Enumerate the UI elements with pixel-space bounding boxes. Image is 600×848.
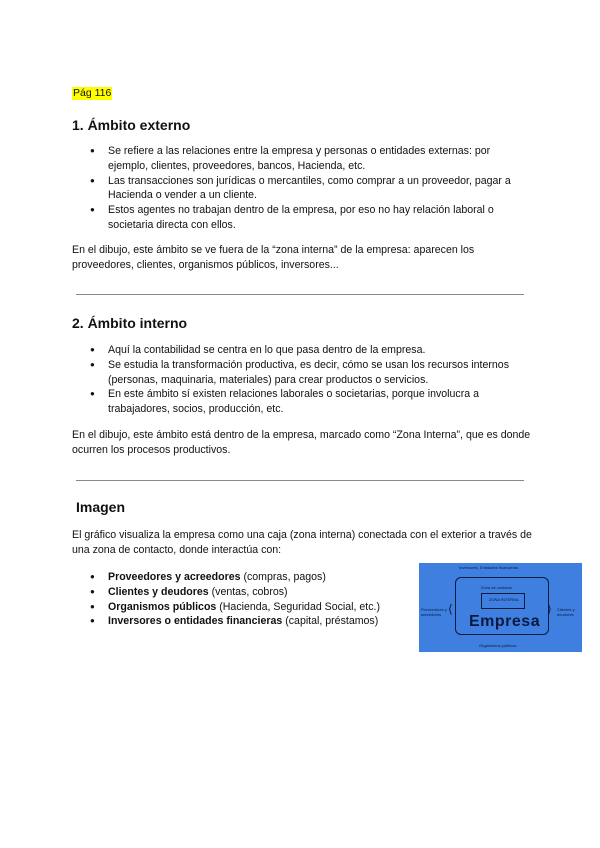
figure-company-label: Empresa [469,613,541,630]
section3-item-4 [72,614,417,629]
item-bold: Proveedores y acreedores [108,571,241,583]
right-arrow-icon: ⟩ [547,602,552,616]
divider-2 [76,480,524,481]
section2-list [72,343,527,417]
item-rest: (capital, préstamos) [282,615,379,628]
divider-1 [76,294,524,295]
left-arrow-icon: ⟨ [448,602,453,616]
figure-left-label: Proveedores y acreedores [421,607,447,617]
figure-bottom-label: Organismos públicos [479,643,517,648]
item-bold: Clientes y deudores [108,585,209,598]
figure-right-label: Clientes y deudores [557,607,575,617]
section3-heading: Imagen [76,499,126,515]
section3-intro: El gráfico visualiza la empresa como una caja (zona interna) conectada con el exterior a través de una zona de contacto, donde interactúa con: [72,529,532,556]
section1-paragraph: En el dibujo, este ámbito se ve fuera de la “zona interna” de la empresa: aparecen los proveedores, clientes, organismos públicos, inversores... [72,244,475,271]
section1-heading: 1. Ámbito externo [72,117,191,133]
figure-internal-label: ZONA INTERNA [489,597,519,602]
item-rest: (compras, pagos) [240,571,326,583]
page-label: Pág 116 [73,87,112,99]
section2-heading: 2. Ámbito interno [72,315,188,331]
figure-contact-label: Zona de contacto [481,585,512,590]
section2-paragraph: En el dibujo, este ámbito está dentro de la empresa, marcado como “Zona Interna”, que es donde ocurren los procesos productivos. [72,429,531,456]
empresa-diagram-image [419,563,582,652]
section1-bullet-1: ● Se refiere a las relaciones entre la empresa y personas o entidades externas: por ejemplo, clientes, proveedores, bancos, Hacienda, etc. [72,144,527,174]
section2-bullet-1: ● Aquí la contabilidad se centra en lo que pasa dentro de la empresa. [72,343,527,358]
section2-bullet-3: ● En este ámbito sí existen relaciones laborales o societarias, porque involucra a trabajadores, socios, producción, etc. [72,387,527,417]
item-rest: (Hacienda, Seguridad Social, etc.) [216,600,381,613]
section1-bullet-2: ● Las transacciones son jurídicas o mercantiles, como comprar a un proveedor, pagar a Hacienda o vender a un cliente. [72,174,527,204]
item-bold: Organismos públicos [108,600,217,613]
section1-list [72,144,527,233]
section3-item-2 [72,585,417,600]
section3-item-1 [72,570,417,585]
section1-bullet-3: ● Estos agentes no trabajan dentro de la empresa, por eso no hay relación laboral o societaria directa con ellos. [72,203,527,233]
item-bold: Inversores o entidades financieras [108,615,283,628]
figure-top-label: Inversores, Entidades financieras [459,565,519,570]
item-rest: (ventas, cobros) [208,585,288,598]
section2-bullet-2: ● Se estudia la transformación productiva, es decir, cómo se usan los recursos internos (personas, maquinaria, materiales) para crear productos o servicios. [72,358,527,388]
section3-list [72,570,417,629]
section3-item-3 [72,600,417,615]
